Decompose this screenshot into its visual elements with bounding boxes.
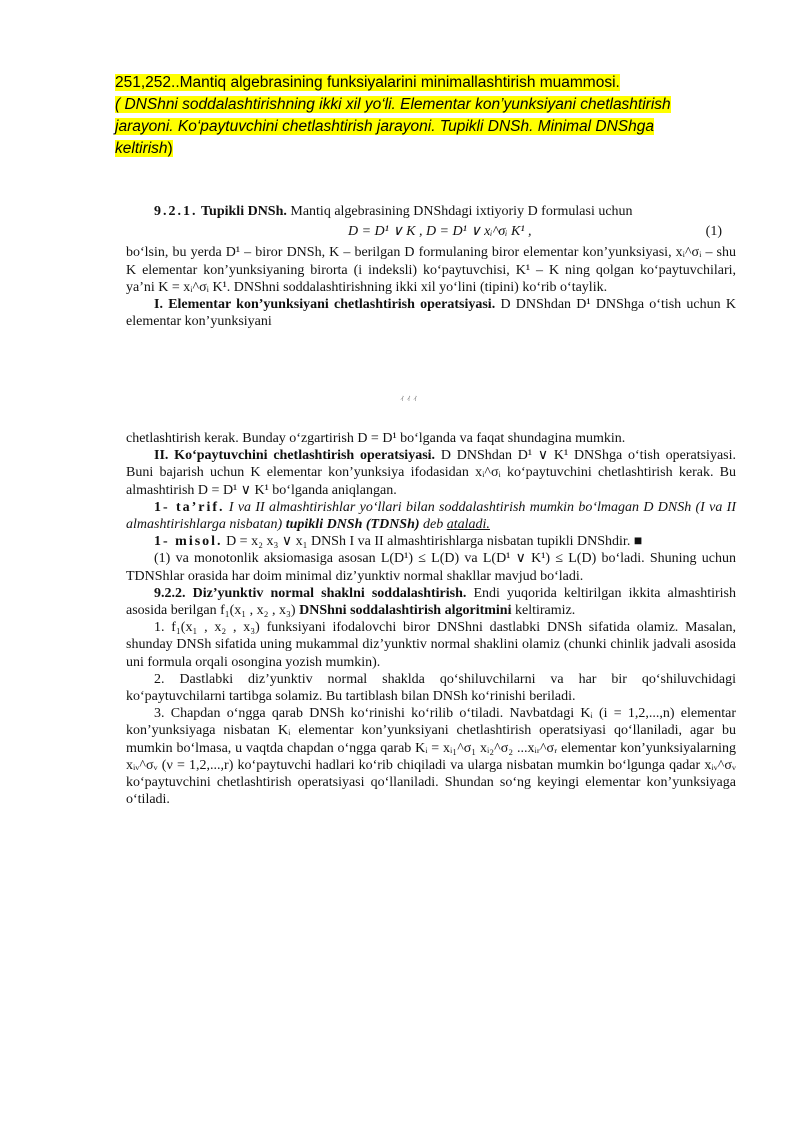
section-2-intro bbox=[126, 585, 736, 619]
header-line-4: keltirish bbox=[115, 140, 168, 157]
equation-line bbox=[126, 223, 736, 240]
section-2-intro-bold: DNShni soddalashtirish algoritmini bbox=[299, 603, 512, 619]
section-1-intro bbox=[126, 203, 736, 220]
section-2-number: 9.2.2. bbox=[154, 585, 186, 601]
algorithm-step-1: 1. f₁(x₁ , x₂ , x₃) funksiyani ifodalovchi biror DNShni dastlabki DNSh sifatida olamiz. Masalan, shunday DNSh sifatida uning mukammal diz’yunktiv normal shaklini olamiz (chunki chinlik jadvali asosida uni formula orqali osongina yozish mumkin). bbox=[126, 620, 736, 670]
section-1-title: Tupikli DNSh. bbox=[201, 204, 287, 219]
operation-2-text: D DNShdan D¹ ∨ K¹ DNShga o‘tish operatsiyasi. Buni bajarish uchun K elementar kon’yunksiya ifodasidan xᵢ^σᵢ ko‘paytuvchini chetlashtirish kerak. Bu almashtirish D = D¹ ∨ K¹ bo‘lganda aniqlangan. bbox=[126, 448, 736, 498]
header-line-3: jarayoni. Ko‘paytuvchini chetlashtirish jarayoni. Tupikli DNSh. Minimal DNShga bbox=[115, 118, 654, 135]
operation-1-title: I. Elementar kon’yunksiyani chetlashtirish operatsiyasi. bbox=[154, 297, 496, 313]
definition-1 bbox=[126, 499, 736, 533]
equation-number: (1) bbox=[705, 224, 722, 240]
section-2-intro-end: keltiramiz. bbox=[514, 603, 576, 619]
section-1-number: 9.2.1. bbox=[154, 204, 198, 219]
monotonicity-para: (1) va monotonlik aksiomasiga asosan L(D¹) ≤ L(D) va L(D¹ ∨ K¹) ≤ L(D) bo‘ladi. Shuning uchun TDNShlar orasida har doim minimal diz’yunktiv normal shakllar mavjud bo‘ladi. bbox=[126, 551, 736, 584]
scan-artifact: ｨｨｨ bbox=[400, 395, 420, 401]
operation-1-text: D DNShdan D¹ DNShga o‘tish uchun K elementar kon’yunksiyani bbox=[126, 297, 736, 330]
operation-1-continued: chetlashtirish kerak. Bunday o‘zgartirish D = D¹ bo‘lganda va faqat shundagina mumkin. bbox=[126, 431, 626, 446]
algorithm-step-2: 2. Dastlabki diz’yunktiv normal shaklda qo‘shiluvchilarni va har bir qo‘shiluvchidagi ko‘paytuvchilarni tartibga solamiz. Bu tartiblash bilan DNSh ko‘rinishi beriladi. bbox=[126, 671, 736, 705]
definition-term: tupikli DNSh (TDNSh) bbox=[285, 517, 420, 533]
equation-1: D = D¹ ∨ K , D = D¹ ∨ xᵢ^σᵢ K¹ , bbox=[348, 224, 532, 240]
example-text: D = x₂ x₃ ∨ x₁ DNSh I va II almashtirishlarga nisbatan tupikli DNShdir. ■ bbox=[226, 534, 643, 550]
section-1-intro-text: Mantiq algebrasining DNShdagi ixtiyoriy D formulasi uchun bbox=[290, 204, 633, 219]
algorithm-step-3: 3. Chapdan o‘ngga qarab DNSh ko‘rinishi ko‘rilib o‘tiladi. Navbatdagi Kᵢ (i = 1,2,...,n) elementar kon’yunksiyaga nisbatan Kᵢ elementar kon’yunksiyani chetlashtirish operatsiyasi qo‘llaniladi, agar bu mumkin bo‘lmasa, u vaqtda chapdan o‘ngga qarab Kᵢ = xᵢ₁^σ₁ xᵢ₂^σ₂ ...xᵢᵣ^σᵣ elementar kon’yunksiyalarning xᵢᵥ^σᵥ (ν = 1,2,...,r) ko‘paytuvchi hadlari ko‘rib chiqiladi va ularga nisbatan mumkin bo‘lgunga qadar xᵢᵥ^σᵥ ko‘paytuvchini chetlashtirish operatsiyasi qo‘llaniladi. Shundan so‘ng keyingi elementar kon’yunksiyaga o‘tiladi. bbox=[126, 706, 736, 808]
section-2-title: Diz’yunktiv normal shaklni soddalashtirish. bbox=[192, 585, 467, 601]
topic-header bbox=[115, 72, 745, 160]
scan-block-2 bbox=[126, 430, 736, 808]
scan-block-1 bbox=[126, 203, 736, 330]
example-label: 1- misol. bbox=[154, 534, 223, 550]
operation-2 bbox=[126, 447, 736, 499]
section-1-para-1: bo‘lsin, bu yerda D¹ – biror DNSh, K – berilgan D formulaning biror elementar kon’yunksiyasi, xᵢ^σᵢ – shu K elementar kon’yunksiyaning birorta (i indeksli) ko‘paytuvchisi, K¹ – K ning qolgan ko‘paytuvchilari, ya’ni K = xᵢ^σᵢ K¹. DNShni soddalashtirishning ikki xil yo‘lini (tipini) ko‘rib o‘taylik. bbox=[126, 245, 736, 295]
header-line-4-end: ) bbox=[167, 140, 173, 157]
definition-label: 1- ta’rif. bbox=[154, 499, 225, 515]
definition-end: deb bbox=[423, 517, 444, 533]
example-1 bbox=[126, 533, 736, 550]
section-2-intro-text: Endi yuqorida keltirilgan ikkita almashtirish asosida berilgan f₁(x₁ , x₂ , x₃) bbox=[126, 585, 736, 619]
definition-text: I va II almashtirishlar yo‘llari bilan soddalashtirish mumkin bo‘lmagan D DNSh (I va II almashtirishlarga nisbatan) bbox=[126, 499, 736, 533]
operation-2-title: II. Ko‘paytuvchini chetlashtirish operatsiyasi. bbox=[154, 448, 436, 464]
definition-last-word: ataladi. bbox=[446, 517, 490, 533]
header-line-2: ( DNShni soddalashtirishning ikki xil yo‘li. Elementar kon’yunksiyani chetlashtirish bbox=[115, 96, 671, 113]
header-line-1: 251,252..Mantiq algebrasining funksiyalarini minimallashtirish muammosi. bbox=[115, 74, 620, 91]
operation-1 bbox=[126, 296, 736, 330]
